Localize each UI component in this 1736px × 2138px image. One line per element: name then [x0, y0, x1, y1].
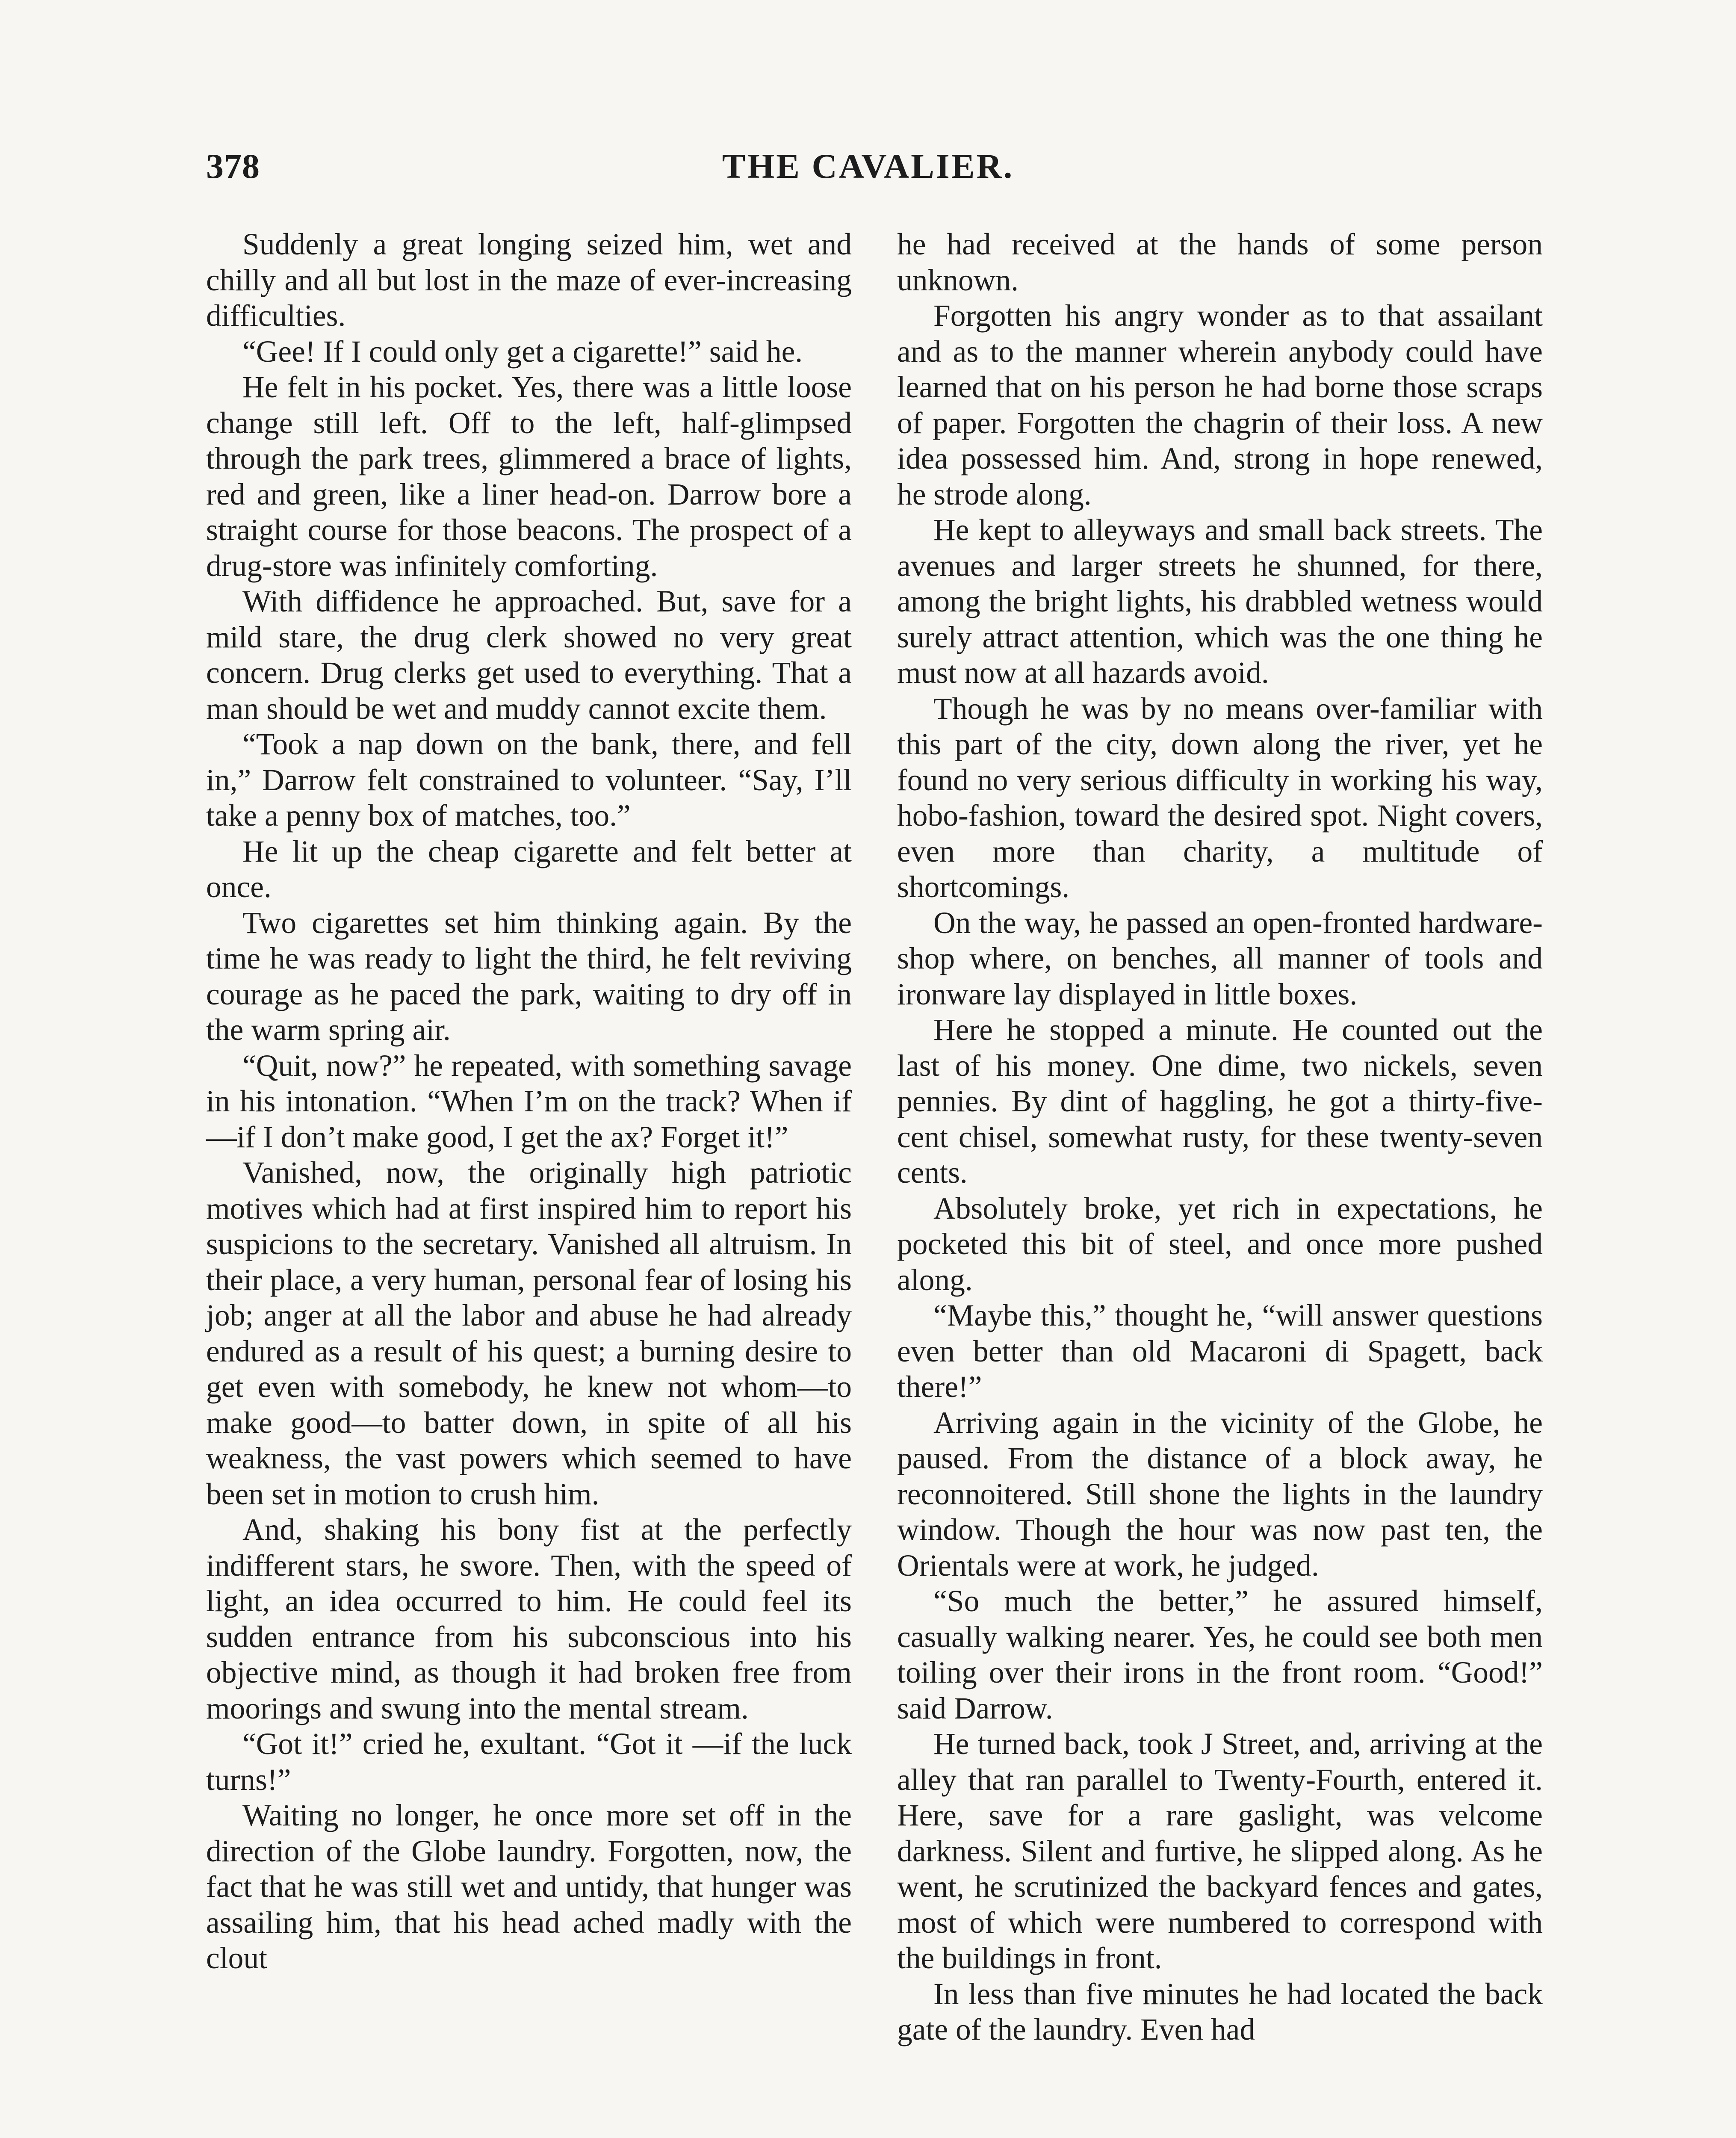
paragraph: “Gee! If I could only get a cigarette!” said he. [242, 334, 803, 369]
left-column [206, 227, 852, 1976]
paragraph-continued: he had received at the hands of some person unknown. [897, 227, 1543, 297]
paragraph: “Got it!” cried he, exultant. “Got it —if the luck turns!” [206, 1727, 852, 1797]
paragraph: Forgotten his angry wonder as to that assailant and as to the manner wherein anybody could have learned that on his person he had borne those scraps of paper. Forgotten the chagrin of their loss. A new idea possessed him. And, strong in hope renewed, he strode along. [897, 299, 1543, 511]
paragraph: Absolutely broke, yet rich in expectations, he pocketed this bit of steel, and once more pushed along. [897, 1191, 1543, 1297]
paragraph: Here he stopped a minute. He counted out the last of his money. One dime, two nickels, seven pennies. By dint of haggling, he got a thirty-five-cent chisel, somewhat rusty, for these twenty-seven cents. [897, 1013, 1543, 1190]
paragraph: Two cigarettes set him thinking again. By the time he was ready to light the third, he felt reviving courage as he paced the park, waiting to dry off in the warm spring air. [206, 906, 852, 1047]
paragraph: “So much the better,” he assured himself, casually walking nearer. Yes, he could see both men toiling over their irons in the front room. “Good!” said Darrow. [897, 1584, 1543, 1725]
paragraph: On the way, he passed an open-fronted hardware-shop where, on benches, all manner of tools and ironware lay displayed in little boxes. [897, 906, 1543, 1011]
paragraph: Vanished, now, the originally high patriotic motives which had at first inspired him to report his suspicions to the secretary. Vanished all altruism. In their place, a very human, personal fear of losing his job; anger at all the labor and abuse he had already endured as a result of his quest; a burning desire to get even with somebody, he knew not whom—to make good—to batter down, in spite of all his weakness, the vast powers which seemed to have been set in motion to crush him. [206, 1156, 852, 1511]
paragraph: Arriving again in the vicinity of the Globe, he paused. From the distance of a block away, he reconnoitered. Still shone the lights in the laundry window. Though the hour was now past ten, the Orientals were at work, he judged. [897, 1406, 1543, 1583]
paragraph: He felt in his pocket. Yes, there was a little loose change still left. Off to the left, half-glimpsed through the park trees, glimmered a brace of lights, red and green, like a liner head-on. Darrow bore a straight course for those beacons. The prospect of a drug-store was infinitely comforting. [206, 370, 852, 583]
paragraph: Suddenly a great longing seized him, wet and chilly and all but lost in the maze of ever-increasing difficulties. [206, 227, 852, 333]
paragraph: “Maybe this,” thought he, “will answer questions even better than old Macaroni di Spagett, back there!” [897, 1299, 1543, 1404]
paragraph: Waiting no longer, he once more set off in the direction of the Globe laundry. Forgotten, now, the fact that he was still wet and untidy, that hunger was assailing him, that his head ached madly with the clout [206, 1798, 852, 1975]
paragraph: In less than five minutes he had located the back gate of the laundry. Even had [897, 1977, 1543, 2046]
paragraph: Though he was by no means over-familiar with this part of the city, down along the river, yet he found no very serious difficulty in working his way, hobo-fashion, toward the desired spot. Night covers, even more than charity, a multitude of shortcomings. [897, 691, 1543, 904]
paragraph: “Quit, now?” he repeated, with something savage in his intonation. “When I’m on the track? When if—if I don’t make good, I get the ax? Forget it!” [206, 1048, 852, 1154]
paragraph: “Took a nap down on the bank, there, and fell in,” Darrow felt constrained to volunteer. “Say, I’ll take a penny box of matches, too.” [206, 727, 852, 833]
paragraph: He lit up the cheap cigarette and felt better at once. [206, 834, 852, 904]
paragraph: He turned back, took J Street, and, arriving at the alley that ran parallel to Twenty-Fourth, entered it. Here, save for a rare gaslight, was velcome darkness. Silent and furtive, he slipped along. As he went, he scrutinized the backyard fences and gates, most of which were numbered to correspond with the buildings in front. [897, 1727, 1543, 1975]
paragraph: He kept to alleyways and small back streets. The avenues and larger streets he shunned, for there, among the bright lights, his drabbled wetness would surely attract attention, which was the one thing he must now at all hazards avoid. [897, 513, 1543, 690]
paragraph: And, shaking his bony fist at the perfectly indifferent stars, he swore. Then, with the speed of light, an idea occurred to him. He could feel its sudden entrance from his subconscious into his objective mind, as though it had broken free from moorings and swung into the mental stream. [206, 1513, 852, 1725]
paragraph: With diffidence he approached. But, save for a mild stare, the drug clerk showed no very great concern. Drug clerks get used to everything. That a man should be wet and muddy cannot excite them. [206, 585, 852, 726]
running-title: THE CAVALIER. [722, 147, 1014, 186]
right-column [897, 227, 1543, 2048]
page-number: 378 [206, 147, 260, 186]
